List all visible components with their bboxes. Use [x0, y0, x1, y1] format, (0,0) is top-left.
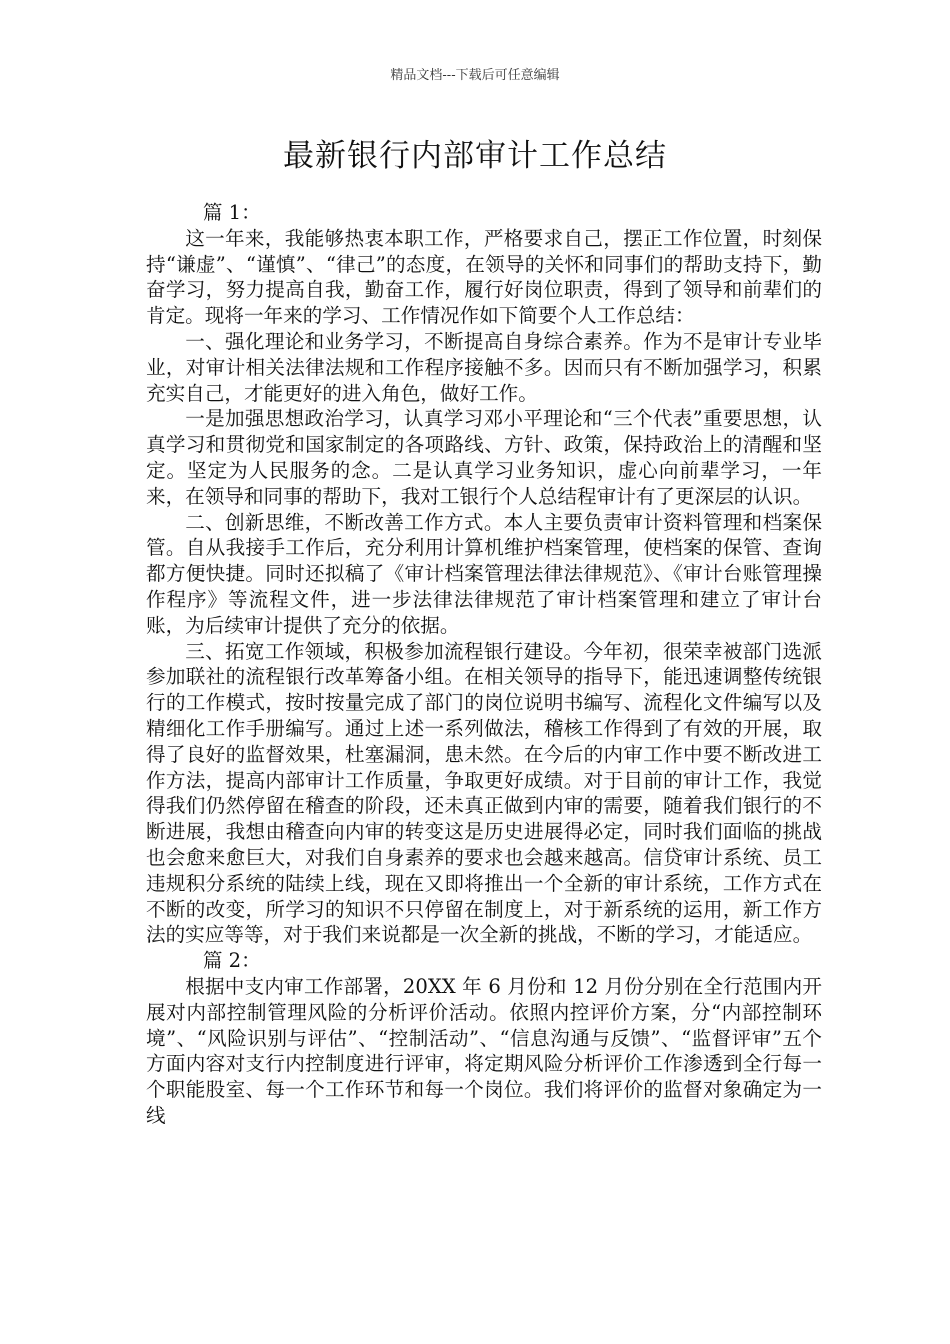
paragraph: 三、拓宽工作领域，积极参加流程银行建设。今年初，很荣幸被部门选派参加联社的流程银行改革筹备小组。在相关领导的指导下，能迅速调整传统银行的工作模式，按时按量完成了部门的岗位说明书编写、流程化文件编写以及精细化工作手册编写。通过上述一系列做法，稽核工作得到了有效的开展，取得了良好的监督效果，杜塞漏洞，患未然。在今后的内审工作中要不断改进工作方法，提高内部审计工作质量，争取更好成绩。对于目前的审计工作，我觉得我们仍然停留在稽查的阶段，还未真正做到内审的需要，随着我们银行的不断进展，我想由稽查向内审的转变这是历史进展得必定，同时我们面临的挑战也会愈来愈巨大，对我们自身素养的要求也会越来越高。信贷审计系统、员工违规积分系统的陆续上线，现在又即将推出一个全新的审计系统，工作方式在不断的改变，所学习的知识不只停留在制度上，对于新系统的运用，新工作方法的实应等等，对于我们来说都是一次全新的挑战，不断的学习，才能适应。: [146, 639, 822, 947]
paragraph: 这一年来，我能够热衷本职工作，严格要求自己，摆正工作位置，时刻保持“谦虚”、“谨慎”、“律己”的态度，在领导的关怀和同事们的帮助支持下，勤奋学习，努力提高自我，勤奋工作，履行好岗位职责，得到了领导和前辈们的肯定。现将一年来的学习、工作情况作如下简要个人工作总结：: [146, 226, 822, 328]
document-title: 最新银行内部审计工作总结: [283, 138, 667, 174]
section-heading-1: 篇 1：: [202, 201, 261, 224]
paragraph: 二、创新思维，不断改善工作方式。本人主要负责审计资料管理和档案保管。自从我接手工作后，充分利用计算机维护档案管理，使档案的保管、查询都方便快捷。同时还拟稿了《审计档案管理法律法律规范》、《审计台账管理操作程序》等流程文件，进一步法律法律规范了审计档案管理和建立了审计台账，为后续审计提供了充分的依据。: [146, 510, 822, 637]
paragraph: 一、强化理论和业务学习，不断提高自身综合素养。作为不是审计专业毕业，对审计相关法律法规和工作程序接触不多。因而只有不断加强学习，积累充实自己，才能更好的进入角色，做好工作。: [146, 329, 822, 405]
section-heading-2: 篇 2：: [202, 949, 261, 973]
paragraph: 一是加强思想政治学习，认真学习邓小平理论和“三个代表”重要思想，认真学习和贯彻党和国家制定的各项路线、方针、政策，保持政治上的清醒和坚定。坚定为人民服务的念。二是认真学习业务知识，虚心向前辈学习，一年来，在领导和同事的帮助下，我对工银行个人总结程审计有了更深层的认识。: [146, 407, 822, 508]
document-body: [146, 200, 822, 1129]
page-header: 精品文档---下载后可任意编辑: [390, 68, 560, 83]
paragraph: 根据中支内审工作部署，20XX 年 6 月份和 12 月份分别在全行范围内开展对内部控制管理风险的分析评价活动。依照内控评价方案，分“内部控制环境”、“风险识别与评估”、“控制活动”、“信息沟通与反馈”、“监督评审”五个方面内容对支行内控制度进行评审，将定期风险分析评价工作渗透到全行每一个职能股室、每一个工作环节和每一个岗位。我们将评价的监督对象确定为一线: [146, 974, 822, 1127]
